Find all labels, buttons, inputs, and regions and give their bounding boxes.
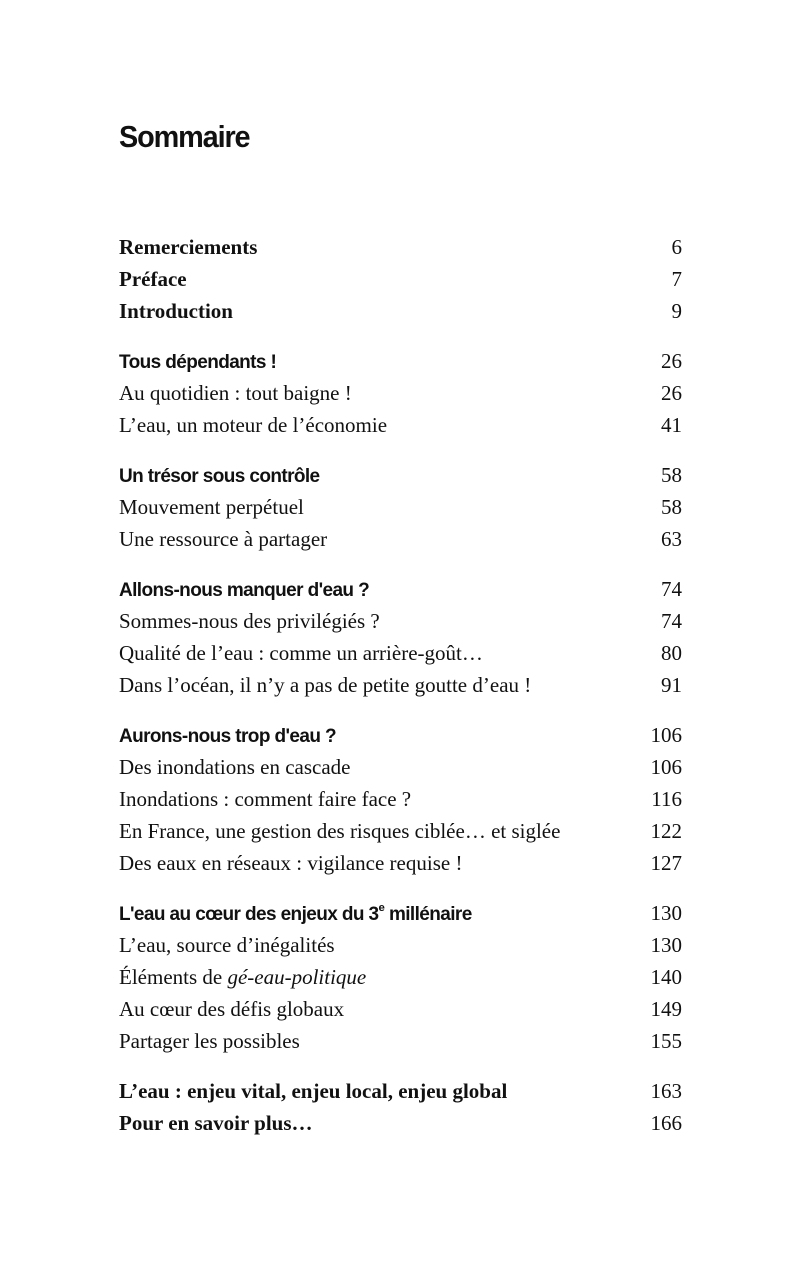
toc-entry-page: 106: [650, 723, 682, 747]
toc-chapter-label: Un trésor sous contrôle: [119, 466, 320, 487]
toc-entry[interactable]: [119, 815, 682, 847]
toc-entry-page: 6: [671, 235, 682, 259]
toc-entry-label: Des inondations en cascade: [119, 755, 351, 779]
toc-entry-label: [119, 961, 366, 993]
toc-entry-page: 74: [661, 609, 682, 633]
page-title: Sommaire: [119, 119, 250, 154]
toc-entry-page: 80: [661, 641, 682, 665]
toc-entry-remerciements[interactable]: [119, 231, 682, 263]
toc-entry-label: Au cœur des défis globaux: [119, 997, 345, 1021]
toc-entry-label: Mouvement perpétuel: [119, 495, 304, 519]
toc-entry-label: L’eau, source d’inégalités: [119, 933, 335, 957]
toc-chapter-label: Tous dépendants !: [119, 352, 277, 373]
toc-entry-page: 74: [661, 577, 682, 601]
toc-entry[interactable]: [119, 1025, 682, 1057]
toc-entry-label: Une ressource à partager: [119, 527, 328, 551]
toc-entry-label: Introduction: [119, 299, 233, 323]
toc-entry-page: 163: [650, 1079, 682, 1103]
toc-chapter-heading[interactable]: [119, 345, 682, 377]
toc-entry[interactable]: [119, 669, 682, 701]
toc-entry-label-part: Éléments de: [119, 965, 228, 989]
toc-entry[interactable]: [119, 605, 682, 637]
toc-entry-page: 58: [661, 463, 682, 487]
section-spacer: [119, 879, 682, 897]
section-spacer: [119, 1057, 682, 1075]
toc-entry[interactable]: [119, 847, 682, 879]
section-spacer: [119, 555, 682, 573]
toc-entry-label: Remerciements: [119, 235, 258, 259]
toc-entry[interactable]: [119, 637, 682, 669]
toc-entry-page: 155: [650, 1029, 682, 1053]
toc-entry-label: Partager les possibles: [119, 1029, 300, 1053]
toc-chapter-heading[interactable]: [119, 459, 682, 491]
toc-chapter-label: [119, 899, 472, 931]
toc-entry[interactable]: [119, 523, 682, 555]
toc-entry-preface[interactable]: [119, 263, 682, 295]
toc-entry[interactable]: [119, 783, 682, 815]
toc-entry-page: 106: [650, 755, 682, 779]
table-of-contents: [119, 231, 682, 1139]
toc-chapter-label: Allons-nous manquer d'eau ?: [119, 580, 370, 601]
toc-entry-label-italic: gé-eau-politique: [227, 965, 367, 989]
toc-entry-label: Inondations : comment faire face ?: [119, 787, 412, 811]
toc-chapter-heading[interactable]: [119, 897, 682, 929]
toc-entry-page: 91: [661, 673, 682, 697]
toc-entry-label: Pour en savoir plus…: [119, 1111, 313, 1135]
toc-entry-page: 9: [671, 299, 682, 323]
toc-entry-label: Sommes-nous des privilégiés ?: [119, 609, 380, 633]
toc-entry[interactable]: [119, 993, 682, 1025]
toc-chapter-label: Aurons-nous trop d'eau ?: [119, 726, 337, 747]
toc-entry-page: 130: [650, 933, 682, 957]
toc-entry-page: 7: [671, 267, 682, 291]
toc-chapter-label-part: millénaire: [384, 904, 472, 925]
toc-entry-page: 140: [650, 965, 682, 989]
toc-chapter-label-part: L'eau au cœur des enjeux du 3: [119, 904, 379, 925]
toc-entry-introduction[interactable]: [119, 295, 682, 327]
toc-entry[interactable]: [119, 377, 682, 409]
toc-entry-label: Des eaux en réseaux : vigilance requise !: [119, 851, 463, 875]
section-spacer: [119, 701, 682, 719]
toc-entry-label: Qualité de l’eau : comme un arrière-goût…: [119, 641, 483, 665]
toc-entry-label: Préface: [119, 267, 187, 291]
toc-entry-label: Au quotidien : tout baigne !: [119, 381, 352, 405]
toc-entry-page: 26: [661, 349, 682, 373]
toc-entry-page: 41: [661, 413, 682, 437]
toc-entry[interactable]: [119, 491, 682, 523]
toc-entry-page: 122: [650, 819, 682, 843]
toc-entry-page: 26: [661, 381, 682, 405]
toc-entry-page: 116: [651, 787, 682, 811]
toc-entry-further-reading[interactable]: [119, 1107, 682, 1139]
toc-entry[interactable]: [119, 929, 682, 961]
toc-entry-label: L’eau, un moteur de l’économie: [119, 413, 388, 437]
toc-entry-label: Dans l’océan, il n’y a pas de petite goutte d’eau !: [119, 673, 532, 697]
toc-entry-page: 130: [650, 901, 682, 925]
toc-entry-conclusion[interactable]: [119, 1075, 682, 1107]
section-spacer: [119, 327, 682, 345]
toc-entry-page: 63: [661, 527, 682, 551]
toc-entry-page: 127: [650, 851, 682, 875]
toc-entry[interactable]: [119, 961, 682, 993]
toc-entry[interactable]: [119, 751, 682, 783]
toc-entry-page: 166: [650, 1111, 682, 1135]
toc-entry-page: 149: [650, 997, 682, 1021]
section-spacer: [119, 441, 682, 459]
toc-chapter-heading[interactable]: [119, 719, 682, 751]
toc-entry-label: L’eau : enjeu vital, enjeu local, enjeu global: [119, 1079, 508, 1103]
toc-entry[interactable]: [119, 409, 682, 441]
toc-entry-page: 58: [661, 495, 682, 519]
toc-entry-label: En France, une gestion des risques ciblée… et siglée: [119, 819, 561, 843]
toc-chapter-heading[interactable]: [119, 573, 682, 605]
ordinal-superscript: e: [378, 901, 385, 914]
